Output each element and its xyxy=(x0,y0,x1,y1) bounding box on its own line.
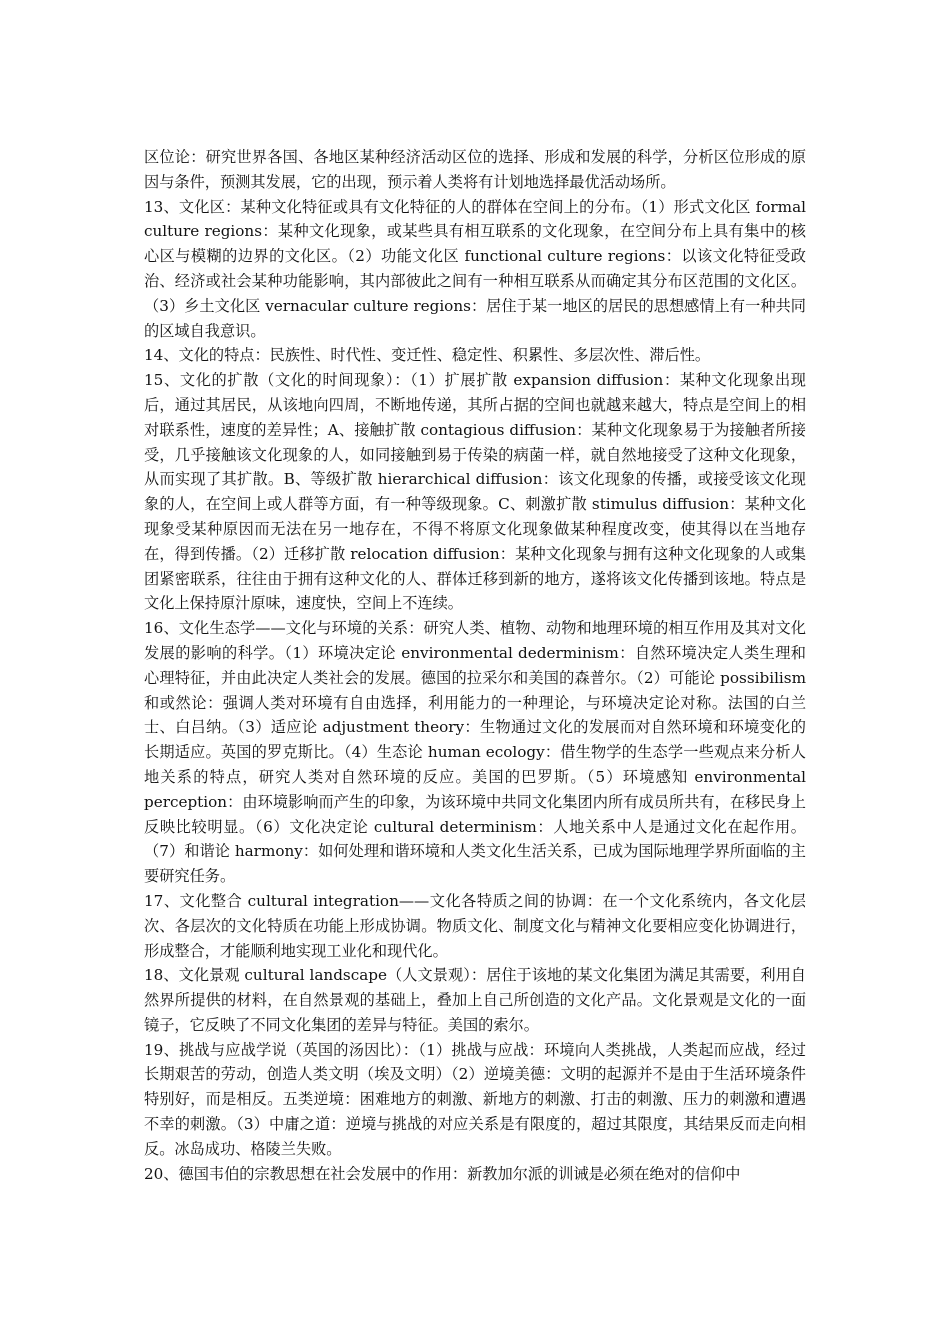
paragraph-19-challenge-response: 19、挑战与应战学说（英国的汤因比）：（1）挑战与应战：环境向人类挑战，人类起而应战，经过长期艰苦的劳动，创造人类文明（埃及文明）（2）逆境美德：文明的起源并不是由于生活环境条件特别好，而是相反。五类逆境：困难地方的刺激、新地方的刺激、打击的刺激、压力的刺激和遭遇不幸的刺激。（3）中庸之道：逆境与挑战的对应关系是有限度的，超过其限度，其结果反而走向相反。冰岛成功、格陵兰失败。 xyxy=(144,1040,806,1158)
paragraph-17-cultural-integration: 17、文化整合 cultural integration——文化各特质之间的协调：在一个文化系统内，各文化层次、各层次的文化特质在功能上形成协调。物质文化、制度文化与精神文化要相应变化协调进行，形成整合，才能顺利地实现工业化和现代化。 xyxy=(144,891,806,960)
paragraph-20-weber: 20、德国韦伯的宗教思想在社会发展中的作用：新教加尔派的训诫是必须在绝对的信仰中 xyxy=(144,1164,741,1183)
paragraph-14-culture-features: 14、文化的特点：民族性、时代性、变迁性、稳定性、积累性、多层次性、滞后性。 xyxy=(144,346,711,365)
paragraph-13-culture-region: 13、文化区：某种文化特征或具有文化特征的人的群体在空间上的分布。（1）形式文化区 formal culture regions：某种文化现象，或某些具有相互联系的文化现象，在空间分布上具有集中的核心区与模糊的边界的文化区。（2）功能文化区 functional culture regions：以该文化特征受政治、经济或社会某种功能影响，其内部彼此之间有一种相互联系从而确定其分布区范围的文化区。（3）乡土文化区 vernacular culture regions：居住于某一地区的居民的思想感情上有一种共同的区域自我意识。 xyxy=(144,197,806,340)
document-body xyxy=(144,145,806,1186)
paragraph-18-cultural-landscape: 18、文化景观 cultural landscape（人文景观）：居住于该地的某文化集团为满足其需要，利用自然界所提供的材料，在自然景观的基础上，叠加上自己所创造的文化产品。文化景观是文化的一面镜子，它反映了不同文化集团的差异与特征。美国的索尔。 xyxy=(144,966,806,1034)
paragraph-15-culture-diffusion: 15、文化的扩散（文化的时间现象）：（1）扩展扩散 expansion diffusion：某种文化现象出现后，通过其居民，从该地向四周，不断地传递，其所占据的空间也就越来越大，特点是空间上的相对联系性，速度的差异性；A、接触扩散 contagious diffusion：某种文化现象易于为接触者所接受，几乎接触该文化现象的人，如同接触到易于传染的病菌一样，就自然地接受了这种文化现象，从而实现了其扩散。B、等级扩散 hierarchical diffusion：该文化现象的传播，或接受该文化现象的人，在空间上或人群等方面，有一种等级现象。C、刺激扩散 stimulus diffusion：某种文化现象受某种原因而无法在另一地存在，不得不将原文化现象做某种程度改变，使其得以在当地存在，得到传播。（2）迁移扩散 relocation diffusion：某种文化现象与拥有这种文化现象的人或集团紧密联系，往往由于拥有这种文化的人、群体迁移到新的地方，遂将该文化传播到该地。特点是文化上保持原汁原味，速度快，空间上不连续。 xyxy=(144,371,806,613)
paragraph-16-cultural-ecology: 16、文化生态学——文化与环境的关系：研究人类、植物、动物和地理环境的相互作用及其对文化发展的影响的科学。（1）环境决定论 environmental dederminism：自然环境决定人类生理和心理特征，并由此决定人类社会的发展。德国的拉采尔和美国的森普尔。（2）可能论 possibilism 和或然论：强调人类对环境有自由选择，利用能力的一种理论，与环境决定论对称。法国的白兰士、白吕纳。（3）适应论 adjustment theory：生物通过文化的发展而对自然环境和环境变化的长期适应。英国的罗克斯比。（4）生态论 human ecology：借生物学的生态学一些观点来分析人地关系的特点，研究人类对自然环境的反应。美国的巴罗斯。（5）环境感知 environmental perception：由环境影响而产生的印象，为该环境中共同文化集团内所有成员所共有，在移民身上反映比较明显。（6）文化决定论 cultural determinism：人地关系中人是通过文化在起作用。（7）和谐论 harmony：如何处理和谐环境和人类文化生活关系，已成为国际地理学界所面临的主要研究任务。 xyxy=(144,619,806,886)
paragraph-location-theory: 区位论：研究世界各国、各地区某种经济活动区位的选择、形成和发展的科学，分析区位形成的原因与条件，预测其发展，它的出现，预示着人类将有计划地选择最优活动场所。 xyxy=(144,148,806,191)
